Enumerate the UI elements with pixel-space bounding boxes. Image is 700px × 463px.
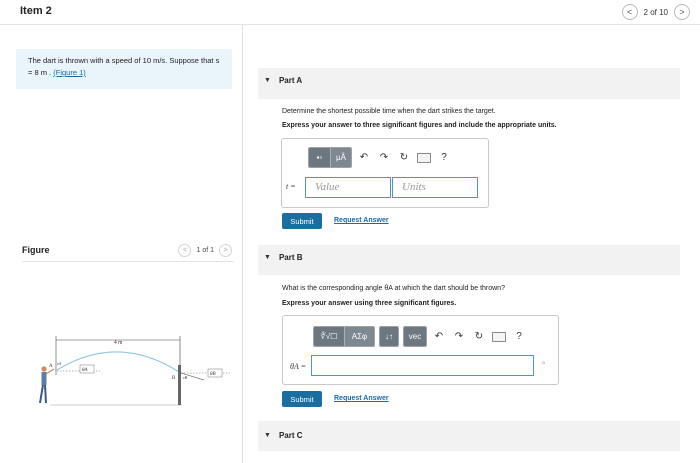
part-b-title: Part B — [278, 253, 303, 262]
part-a-header[interactable] — [258, 68, 680, 99]
greek-symbols-button[interactable]: ΑΣφ — [344, 327, 374, 346]
reset-icon[interactable]: ↻ — [474, 331, 484, 342]
figure-image — [30, 303, 235, 408]
part-b-question: What is the corresponding angle θA at which the dart should be thrown? — [282, 285, 505, 292]
units-button[interactable]: μÅ — [330, 148, 351, 167]
undo-icon[interactable]: ↶ — [434, 331, 444, 342]
chevron-left-icon: < — [182, 247, 188, 254]
keyboard-icon[interactable] — [491, 327, 507, 346]
chevron-left-icon: < — [626, 7, 633, 17]
part-a-var-label: t = — [286, 182, 296, 191]
item-navigation — [622, 4, 690, 20]
redo-icon[interactable]: ↷ — [454, 331, 464, 342]
chevron-right-icon: > — [679, 7, 685, 17]
sort-arrows-icon[interactable]: ↓↑ — [380, 327, 398, 346]
trajectory-curve — [57, 352, 179, 372]
figure-link[interactable]: (Figure 1) — [53, 68, 86, 77]
caret-down-icon: ▼ — [264, 432, 271, 439]
part-b-var-label: θA = — [290, 362, 307, 371]
part-a-toolbar — [308, 147, 452, 168]
item-title: Item 2 — [20, 5, 52, 17]
velocity-b-label: vB — [183, 375, 188, 380]
chevron-right-icon: > — [223, 247, 228, 254]
part-b-request-answer-link[interactable]: Request Answer — [334, 395, 389, 402]
part-a-question: Determine the shortest possible time when the dart strikes the target. — [282, 108, 496, 115]
part-b-header[interactable] — [258, 245, 680, 275]
caret-down-icon: ▼ — [264, 254, 271, 261]
part-b-toolbar — [313, 326, 527, 347]
problem-statement — [16, 49, 232, 89]
velocity-a-label: vA — [57, 361, 62, 366]
vector-button[interactable]: vec — [404, 327, 426, 346]
template-icon[interactable]: ▪▫ — [309, 148, 330, 167]
angle-input[interactable] — [311, 355, 534, 376]
part-a-submit-button[interactable]: Submit — [282, 213, 322, 229]
part-a-title: Part A — [278, 76, 303, 85]
redo-icon[interactable]: ↷ — [379, 152, 389, 163]
distance-label: 4 m — [114, 340, 123, 346]
part-b-submit-button[interactable]: Submit — [282, 391, 322, 407]
page-indicator: 2 of 10 — [643, 7, 668, 17]
part-a-instruction: Express your answer to three significant figures and include the appropriate units. — [282, 122, 557, 129]
help-icon[interactable]: ? — [516, 331, 522, 342]
part-c-title: Part C — [278, 431, 303, 440]
theta-b-label: θB — [210, 372, 216, 377]
thrower-figure — [40, 366, 54, 403]
keyboard-icon[interactable] — [416, 148, 432, 167]
prev-item-button[interactable] — [622, 4, 638, 20]
value-input[interactable]: Value — [305, 177, 391, 198]
part-a-request-answer-link[interactable]: Request Answer — [334, 217, 389, 224]
degree-unit: ° — [542, 360, 546, 369]
units-input[interactable]: Units — [392, 177, 478, 198]
problem-text: The dart is thrown with a speed of 10 m/s. Suppose that s = 8 m . — [28, 56, 220, 77]
help-icon[interactable]: ? — [441, 152, 447, 163]
figure-count: 1 of 1 — [196, 247, 214, 254]
target-board — [178, 365, 181, 405]
figure-header — [22, 245, 234, 262]
top-bar — [0, 0, 700, 25]
reset-icon[interactable]: ↻ — [399, 152, 409, 163]
part-c-header[interactable] — [258, 421, 680, 451]
prev-figure-button[interactable] — [178, 244, 191, 257]
figure-navigation — [178, 244, 232, 257]
next-item-button[interactable] — [674, 4, 690, 20]
point-b-label: B — [172, 376, 176, 381]
theta-a-label: θA — [82, 368, 88, 373]
figure-title: Figure — [22, 245, 50, 255]
point-a-label: A — [49, 364, 53, 369]
next-figure-button[interactable] — [219, 244, 232, 257]
caret-down-icon: ▼ — [264, 77, 271, 84]
radical-template-icon[interactable]: ∜√☐ — [314, 327, 344, 346]
undo-icon[interactable]: ↶ — [359, 152, 369, 163]
part-b-instruction: Express your answer using three significant figures. — [282, 300, 457, 307]
